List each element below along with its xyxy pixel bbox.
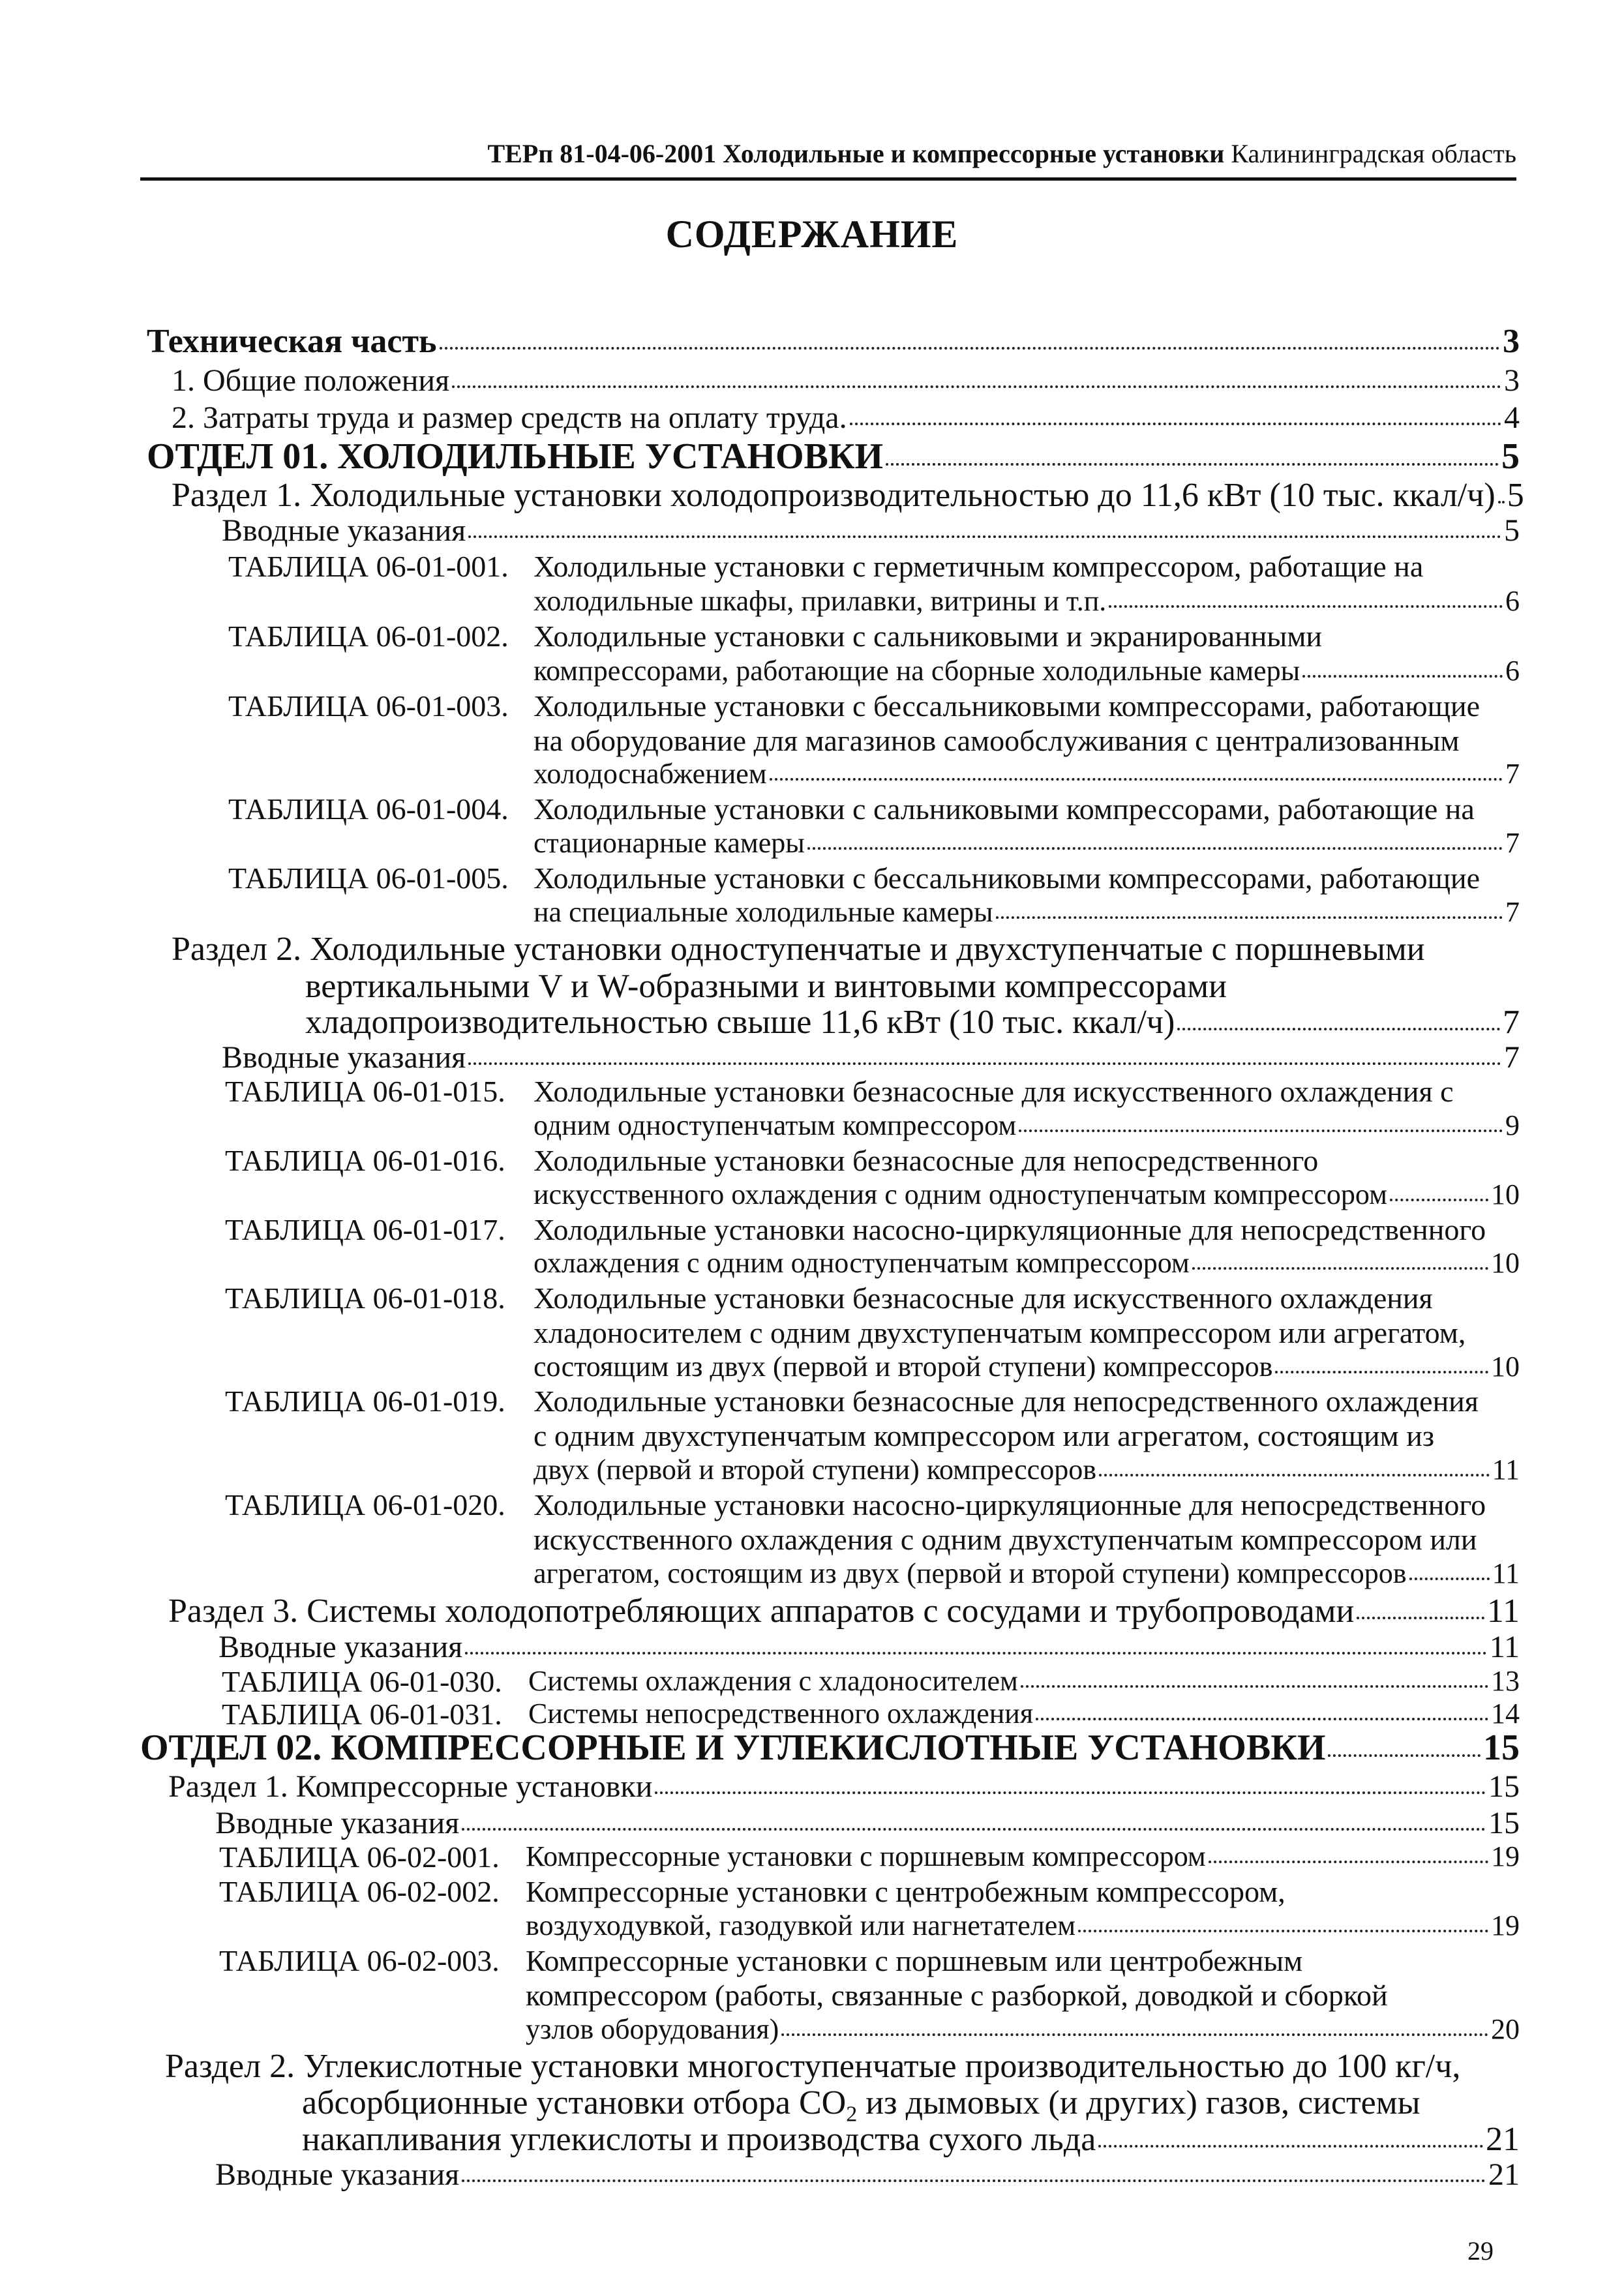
toc-page: 3 [1504,363,1520,398]
table-title-line: Холодильные установки с сальниковыми и экранированными [534,620,1323,653]
toc-leader [452,385,1501,388]
toc-leader [655,1791,1486,1794]
toc-page: 3 [1503,323,1520,360]
toc-label: Вводные указания [222,1040,466,1075]
toc-label: охлаждения с одним одноступенчатым компрессором [534,1247,1190,1279]
section-title-line [302,2086,1421,2125]
section-title-line: Раздел 2. Углекислотные установки многоступенчатые производительностью до 100 кг/ч, [165,2048,1461,2085]
toc-entry-t004 [534,829,1520,858]
toc-entry-labor [172,402,1520,434]
toc-page: 7 [1505,896,1520,928]
toc-page: 5 [1507,477,1524,514]
toc-entry-d1-section-2 [305,1006,1520,1040]
table-code: ТАБЛИЦА 06-01-030. [222,1665,502,1698]
toc-label: состоящим из двух (первой и второй ступени) компрессоров [534,1351,1273,1383]
table-title-line: на оборудование для магазинов самообслуживания с централизованным [534,724,1460,757]
toc-entry-t030 [528,1667,1520,1696]
toc-page: 10 [1491,1247,1520,1279]
toc-entry-d2s1-intro [215,1808,1520,1839]
toc-leader [1036,1718,1488,1720]
table-title-line: искусственного охлаждения с одним двухступенчатым компрессором или [534,1523,1477,1556]
toc-page: 9 [1505,1109,1520,1141]
toc-leader [850,423,1501,425]
toc-leader [1328,1754,1481,1757]
table-code: ТАБЛИЦА 06-01-019. [225,1385,505,1418]
table-code: ТАБЛИЦА 06-01-015. [225,1075,505,1108]
page-number: 29 [1467,2236,1494,2266]
section-title-part: абсорбционные установки отбора CO [302,2084,847,2121]
table-title-line: Холодильные установки безнасосные для непосредственного охлаждения [534,1385,1479,1418]
toc-page: 13 [1491,1665,1520,1697]
toc-leader [1192,1267,1488,1270]
section-title-line: вертикальными V и W-образными и винтовыми компрессорами [305,968,1227,1005]
toc-page: 7 [1504,1040,1520,1075]
toc-label: Вводные указания [222,513,466,548]
toc-leader [1409,1578,1490,1580]
toc-leader [1019,1130,1503,1132]
toc-label: холодильные шкафы, прилавки, витрины и т.п. [534,585,1107,617]
toc-leader [1098,2145,1483,2148]
toc-label: компрессорами, работающие на сборные холодильные камеры [534,655,1301,687]
toc-label: Вводные указания [215,1806,460,1840]
table-code: ТАБЛИЦА 06-01-003. [228,689,509,723]
table-title-line: Холодильные установки безнасосные для искусственного охлаждения с [534,1075,1454,1108]
toc-page: 5 [1501,436,1520,477]
toc-label: Раздел 1. Холодильные установки холодопроизводительностью до 11,6 кВт (10 тыс. ккал/ч) [172,477,1496,514]
toc-label: воздуходувкой, газодувкой или нагнетателем [526,1909,1076,1941]
table-title-line: Компрессорные установки с центробежным компрессором, [526,1875,1286,1908]
toc-page: 15 [1488,1769,1520,1804]
page-title: СОДЕРЖАНИЕ [665,213,959,256]
toc-label: двух (первой и второй ступени) компрессоров [534,1454,1096,1486]
toc-page: 5 [1504,513,1520,548]
toc-label: ОТДЕЛ 02. КОМПРЕССОРНЫЕ И УГЛЕКИСЛОТНЫЕ УСТАНОВКИ [140,1728,1326,1768]
table-code: ТАБЛИЦА 06-01-001. [228,550,509,583]
toc-page: 6 [1505,585,1520,617]
toc-entry-t201 [526,1842,1520,1871]
toc-label: Раздел 3. Системы холодопотребляющих аппаратов с сосудами и трубопроводами [168,1593,1355,1630]
table-title-line: Холодильные установки с бессальниковыми компрессорами, работающие [534,689,1481,723]
toc-label: Вводные указания [215,2157,460,2192]
toc-label: одним одноступенчатым компрессором [534,1109,1017,1141]
toc-leader [1209,1861,1488,1863]
header-region: Калининградская область [1231,139,1516,168]
toc-entry-t005 [534,898,1520,927]
table-title-line: Компрессорные установки с поршневым или центробежным [526,1944,1303,1977]
toc-leader [468,535,1501,538]
header-subject: Холодильные и компрессорные установки [723,139,1225,168]
toc-leader [807,847,1503,850]
header-code: ТЕРп 81-04-06-2001 [487,139,717,168]
toc-page: 14 [1491,1698,1520,1729]
toc-page: 10 [1491,1178,1520,1210]
toc-page: 21 [1488,2157,1520,2192]
table-title-line: Холодильные установки безнасосные для непосредственного [534,1144,1319,1177]
toc-leader [996,916,1503,919]
toc-entry-t017 [534,1249,1520,1278]
toc-label: ОТДЕЛ 01. ХОЛОДИЛЬНЫЕ УСТАНОВКИ [147,436,884,477]
toc-leader [1078,1930,1488,1932]
table-title-line: Холодильные установки с герметичным компрессором, работащие на [534,550,1424,583]
toc-leader [886,463,1499,466]
toc-entry-t019 [534,1456,1520,1484]
toc-leader [440,347,1500,350]
toc-entry-t016 [534,1180,1520,1209]
toc-entry-d1-section-1 [172,477,1524,514]
toc-entry-general [172,365,1520,397]
toc-label: узлов оборудования) [526,2013,779,2045]
table-code: ТАБЛИЦА 06-01-004. [228,792,509,826]
toc-leader [1109,605,1503,608]
toc-page: 10 [1491,1351,1520,1383]
toc-leader [1498,501,1505,503]
toc-page: 4 [1504,400,1520,435]
toc-leader [781,2033,1488,2036]
toc-entry-d2-section-1 [168,1771,1520,1803]
table-title-line: Холодильные установки насосно-циркуляционные для непосредственного [534,1488,1486,1521]
table-code: ТАБЛИЦА 06-01-017. [225,1213,505,1246]
table-title-line: Холодильные установки с сальниковыми компрессорами, работающие на [534,792,1475,826]
table-code: ТАБЛИЦА 06-02-003. [219,1944,500,1977]
table-title-line: Холодильные установки насосно-циркуляционные для непосредственного [534,1213,1486,1246]
toc-label: стационарные камеры [534,827,805,859]
toc-label: Раздел 1. Компрессорные установки [168,1769,653,1804]
toc-label: хладопроизводительностью свыше 11,6 кВт (10 тыс. ккал/ч) [305,1004,1175,1041]
toc-label: 1. Общие положения [172,363,450,398]
table-code: ТАБЛИЦА 06-01-002. [228,620,509,653]
toc-leader [1390,1199,1488,1201]
toc-page: 11 [1486,1593,1520,1630]
table-code: ТАБЛИЦА 06-01-005. [228,861,509,895]
toc-page: 7 [1505,758,1520,790]
toc-entry-tech-part [147,325,1520,359]
table-code: ТАБЛИЦА 06-01-020. [225,1488,505,1521]
toc-leader [1302,675,1503,678]
toc-page: 7 [1503,1004,1520,1041]
toc-label: Вводные указания [218,1630,463,1664]
toc-label: Системы охлаждения с хладоносителем [528,1665,1018,1697]
section-title-part: из дымовых (и других) газов, системы [857,2084,1421,2121]
toc-page: 15 [1483,1728,1520,1768]
toc-entry-t018 [534,1353,1520,1381]
toc-page: 11 [1492,1454,1520,1486]
table-title-line: с одним двухступенчатым компрессором или агрегатом, состоящим из [534,1419,1435,1452]
toc-entry-t002 [534,657,1520,685]
toc-page: 6 [1505,655,1520,687]
toc-label: Системы непосредственного охлаждения [528,1698,1034,1729]
toc-label: на специальные холодильные камеры [534,896,993,928]
toc-leader [465,1652,1487,1655]
toc-page: 21 [1486,2121,1520,2158]
toc-entry-d2s2-intro [215,2159,1520,2191]
table-title-line: компрессором (работы, связанные с разборкой, доводкой и сборкой [526,1979,1388,2012]
toc-entry-t202 [526,1911,1520,1940]
toc-label: 2. Затраты труда и размер средств на оплату труда. [172,400,847,435]
toc-entry-d1-section-3 [168,1595,1520,1628]
toc-page: 11 [1492,1557,1520,1589]
table-title-line: Холодильные установки безнасосные для искусственного охлаждения [534,1281,1433,1315]
toc-entry-d1s1-intro [222,515,1520,547]
toc-leader [1021,1685,1488,1688]
toc-leader [462,2179,1486,2182]
toc-label: Техническая часть [147,323,437,360]
toc-page: 20 [1491,2013,1520,2045]
toc-leader [770,778,1503,781]
toc-page: 7 [1505,827,1520,859]
table-code: ТАБЛИЦА 06-02-001. [219,1840,500,1874]
toc-entry-t003 [534,760,1520,788]
toc-leader [1357,1617,1484,1619]
toc-leader [468,1062,1501,1065]
toc-page: 15 [1488,1806,1520,1840]
toc-label: холодоснабжением [534,758,767,790]
table-code: ТАБЛИЦА 06-02-002. [219,1875,500,1908]
table-code: ТАБЛИЦА 06-01-016. [225,1144,505,1177]
toc-leader [1099,1474,1490,1476]
toc-page: 11 [1489,1630,1520,1664]
table-title-line: хладоносителем с одним двухступенчатым компрессором или агрегатом, [534,1316,1466,1349]
toc-entry-t031 [528,1700,1520,1728]
toc-label: искусственного охлаждения с одним одноступенчатым компрессором [534,1178,1387,1210]
toc-entry-d1s3-intro [218,1632,1520,1663]
toc-entry-d1s2-intro [222,1042,1520,1073]
toc-leader [1177,1028,1500,1030]
toc-label: агрегатом, состоящим из двух (первой и второй ступени) компрессоров [534,1557,1407,1589]
toc-entry-dept-01 [147,438,1520,475]
toc-entry-t203 [526,2015,1520,2044]
section-title-line: Раздел 2. Холодильные установки одноступенчатые и двухступенчатые с поршневыми [172,931,1425,968]
toc-label: накапливания углекислоты и производства сухого льда [302,2121,1096,2158]
subscript: 2 [846,2102,858,2127]
toc-leader [462,1828,1486,1831]
toc-entry-dept-02 [140,1729,1520,1766]
toc-leader [1275,1371,1488,1373]
toc-entry-t020 [534,1559,1520,1588]
table-code: ТАБЛИЦА 06-01-031. [222,1698,502,1731]
toc-page: 19 [1491,1909,1520,1941]
toc-page: 19 [1491,1840,1520,1872]
toc-label: Компрессорные установки с поршневым компрессором [526,1840,1206,1872]
table-title-line: Холодильные установки с бессальниковыми компрессорами, работающие [534,861,1481,895]
toc-entry-t001 [534,587,1520,616]
toc-entry-d2-section-2 [302,2123,1520,2157]
table-code: ТАБЛИЦА 06-01-018. [225,1281,505,1315]
toc-entry-t015 [534,1111,1520,1140]
